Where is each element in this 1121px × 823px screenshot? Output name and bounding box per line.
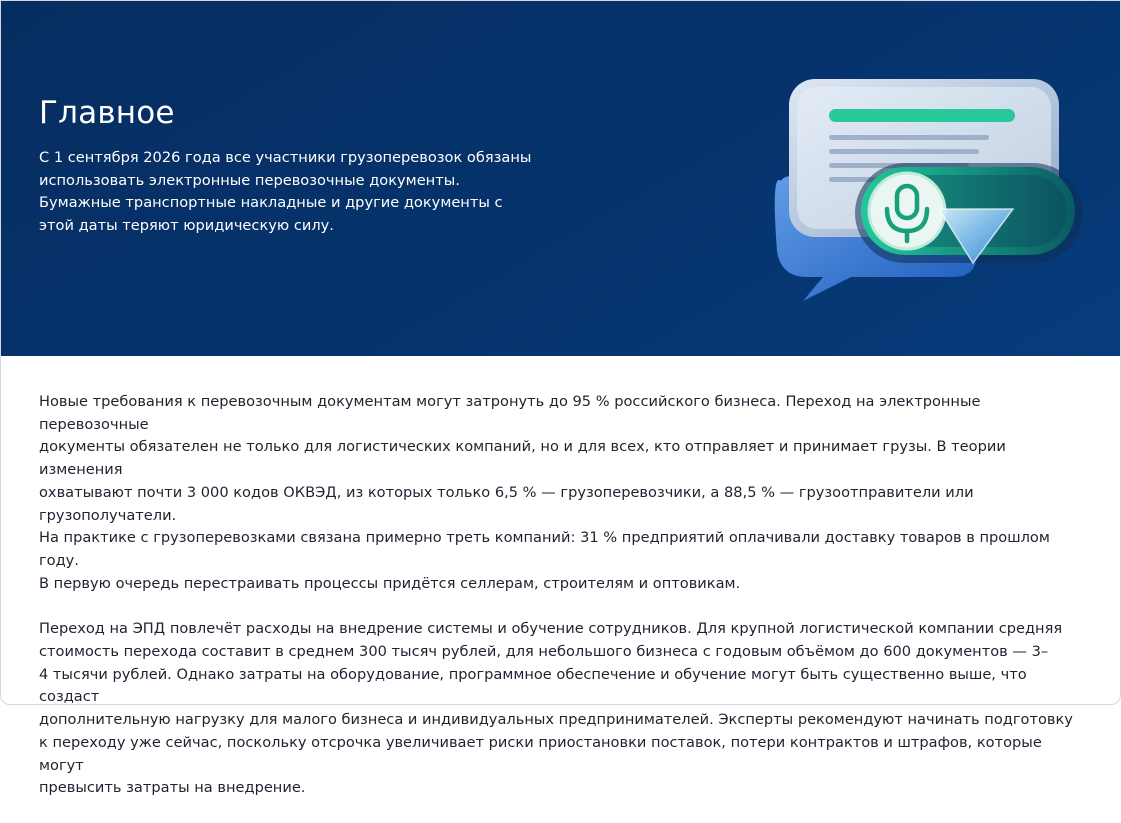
body-paragraph-2: Переход на ЭПД повлечёт расходы на внедрение системы и обучение сотрудников. Для крупной логистической компании средняя стоимость перехода составит в среднем 300 тысяч рублей, для небольшого бизнеса с годовым объёмом до 600 документов — 3– 4 тысячи рублей. Однако затраты на оборудование, программное обеспечение и обучение могут быть существенно выше, что создаст дополнительную нагрузку для малого бизнеса и индивидуальных предпринимателей. Эксперты рекомендуют начинать подготовку к переходу уже сейчас, поскольку отсрочка увеличивает риски приостановки поставок, потери контрактов и штрафов, которые могут превысить затраты на внедрение.	[39, 620, 1073, 797]
hero-summary: С 1 сентября 2026 года все участники грузоперевозок обязаны использовать электронные перевозочные документы. Бумажные транспортные накладные и другие документы с этой даты теряют юридическую силу.	[39, 149, 532, 235]
body-paragraph-1: Новые требования к перевозочным документам могут затронуть до 95 % российского бизнеса. Переход на электронные перевозочные документы обязателен не только для логистических компаний, но и для всех, кто отправляет и принимает грузы. В теории изменения охватывают почти 3 000 кодов ОКВЭД, из которых только 6,5 % — грузоперевозчики, а 88,5 % — грузоотправители или грузополучатели. На практике с грузоперевозками связана примерно треть компаний: 31 % предприятий оплачивали доставку товаров в прошлом году. В первую очередь перестраивать процессы придётся селлерам, строителям и оптовикам.	[39, 393, 1050, 592]
hero-title: Главное	[39, 95, 175, 131]
article-body	[39, 391, 1089, 823]
document-chat-bubble-icon	[763, 71, 1093, 311]
hero-banner	[1, 1, 1120, 356]
